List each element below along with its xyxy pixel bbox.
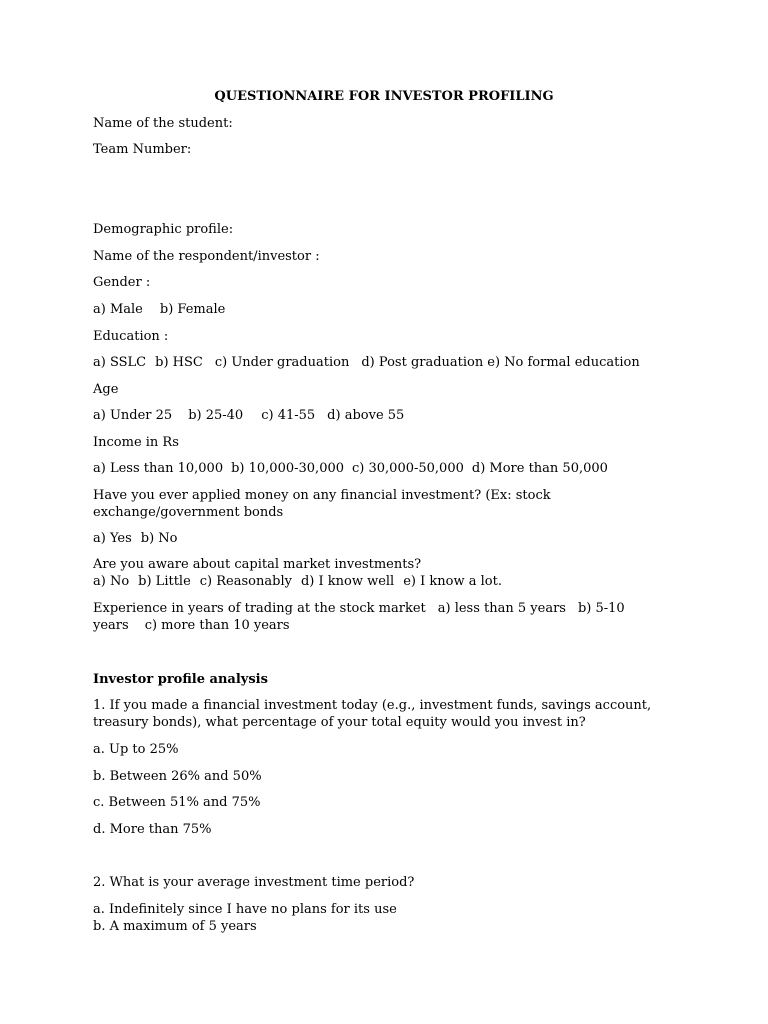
option-aware-no: a) No [93,574,130,589]
q2-option-a: a. Indefinitely since I have no plans for its use [93,902,397,917]
q1-question: 1. If you made a financial investment today (e.g., investment funds, savings account, treasury bonds), what percentage of your total equity would you invest in? [93,698,652,730]
applied-money-question: Have you ever applied money on any financial investment? (Ex: stock exchange/government bonds [93,488,551,520]
experience-question [93,600,653,634]
age-label: Age [93,382,119,397]
gender-options [93,301,225,318]
q1-option-b: b. Between 26% and 50% [93,769,262,784]
option-no: b) No [140,531,178,546]
q2-question: 2. What is your average investment time period? [93,875,415,890]
respondent-label: Name of the respondent/investor : [93,249,320,264]
option-yes: a) Yes [93,531,132,546]
education-options [93,354,640,371]
option-25-40: b) 25-40 [188,408,244,423]
age-options [93,407,404,424]
option-aware-know-well: d) I know well [300,574,395,589]
aware-options [93,573,502,590]
option-41-55: c) 41-55 [261,408,316,423]
q1-option-d: d. More than 75% [93,822,212,837]
education-label: Education : [93,329,169,344]
option-more-50000: d) More than 50,000 [471,461,608,476]
aware-question: Are you aware about capital market investments? [93,557,422,572]
option-aware-little: b) Little [138,574,191,589]
demographic-heading: Demographic profile: [93,222,234,237]
student-name-label: Name of the student: [93,116,233,131]
option-less-5-years: a) less than 5 years [437,601,566,616]
income-options [93,460,608,477]
option-undergrad: c) Under graduation [214,355,350,370]
analysis-heading: Investor profile analysis [93,672,268,687]
option-no-formal: e) No formal education [487,355,640,370]
option-above-55: d) above 55 [327,408,405,423]
option-under-25: a) Under 25 [93,408,173,423]
option-sslc: a) SSLC [93,355,147,370]
option-female: b) Female [159,302,226,317]
option-less-10000: a) Less than 10,000 [93,461,224,476]
option-hsc: b) HSC [155,355,203,370]
option-more-10-years: c) more than 10 years [144,618,290,633]
option-5-10-years: b) 5-10 years [93,601,625,633]
income-label: Income in Rs [93,435,179,450]
gender-label: Gender : [93,275,151,290]
experience-question-text: Experience in years of trading at the stock market [93,601,426,616]
option-postgrad: d) Post graduation [361,355,484,370]
applied-money-options [93,530,178,547]
q1-option-c: c. Between 51% and 75% [93,795,261,810]
option-aware-know-lot: e) I know a lot. [403,574,502,589]
page-title: QUESTIONNAIRE FOR INVESTOR PROFILING [214,89,554,104]
q2-option-b: b. A maximum of 5 years [93,919,257,934]
option-10000-30000: b) 10,000-30,000 [231,461,345,476]
q1-option-a: a. Up to 25% [93,742,179,757]
team-number-label: Team Number: [93,142,192,157]
option-30000-50000: c) 30,000-50,000 [352,461,464,476]
option-aware-reasonably: c) Reasonably [199,574,292,589]
option-male: a) Male [93,302,143,317]
